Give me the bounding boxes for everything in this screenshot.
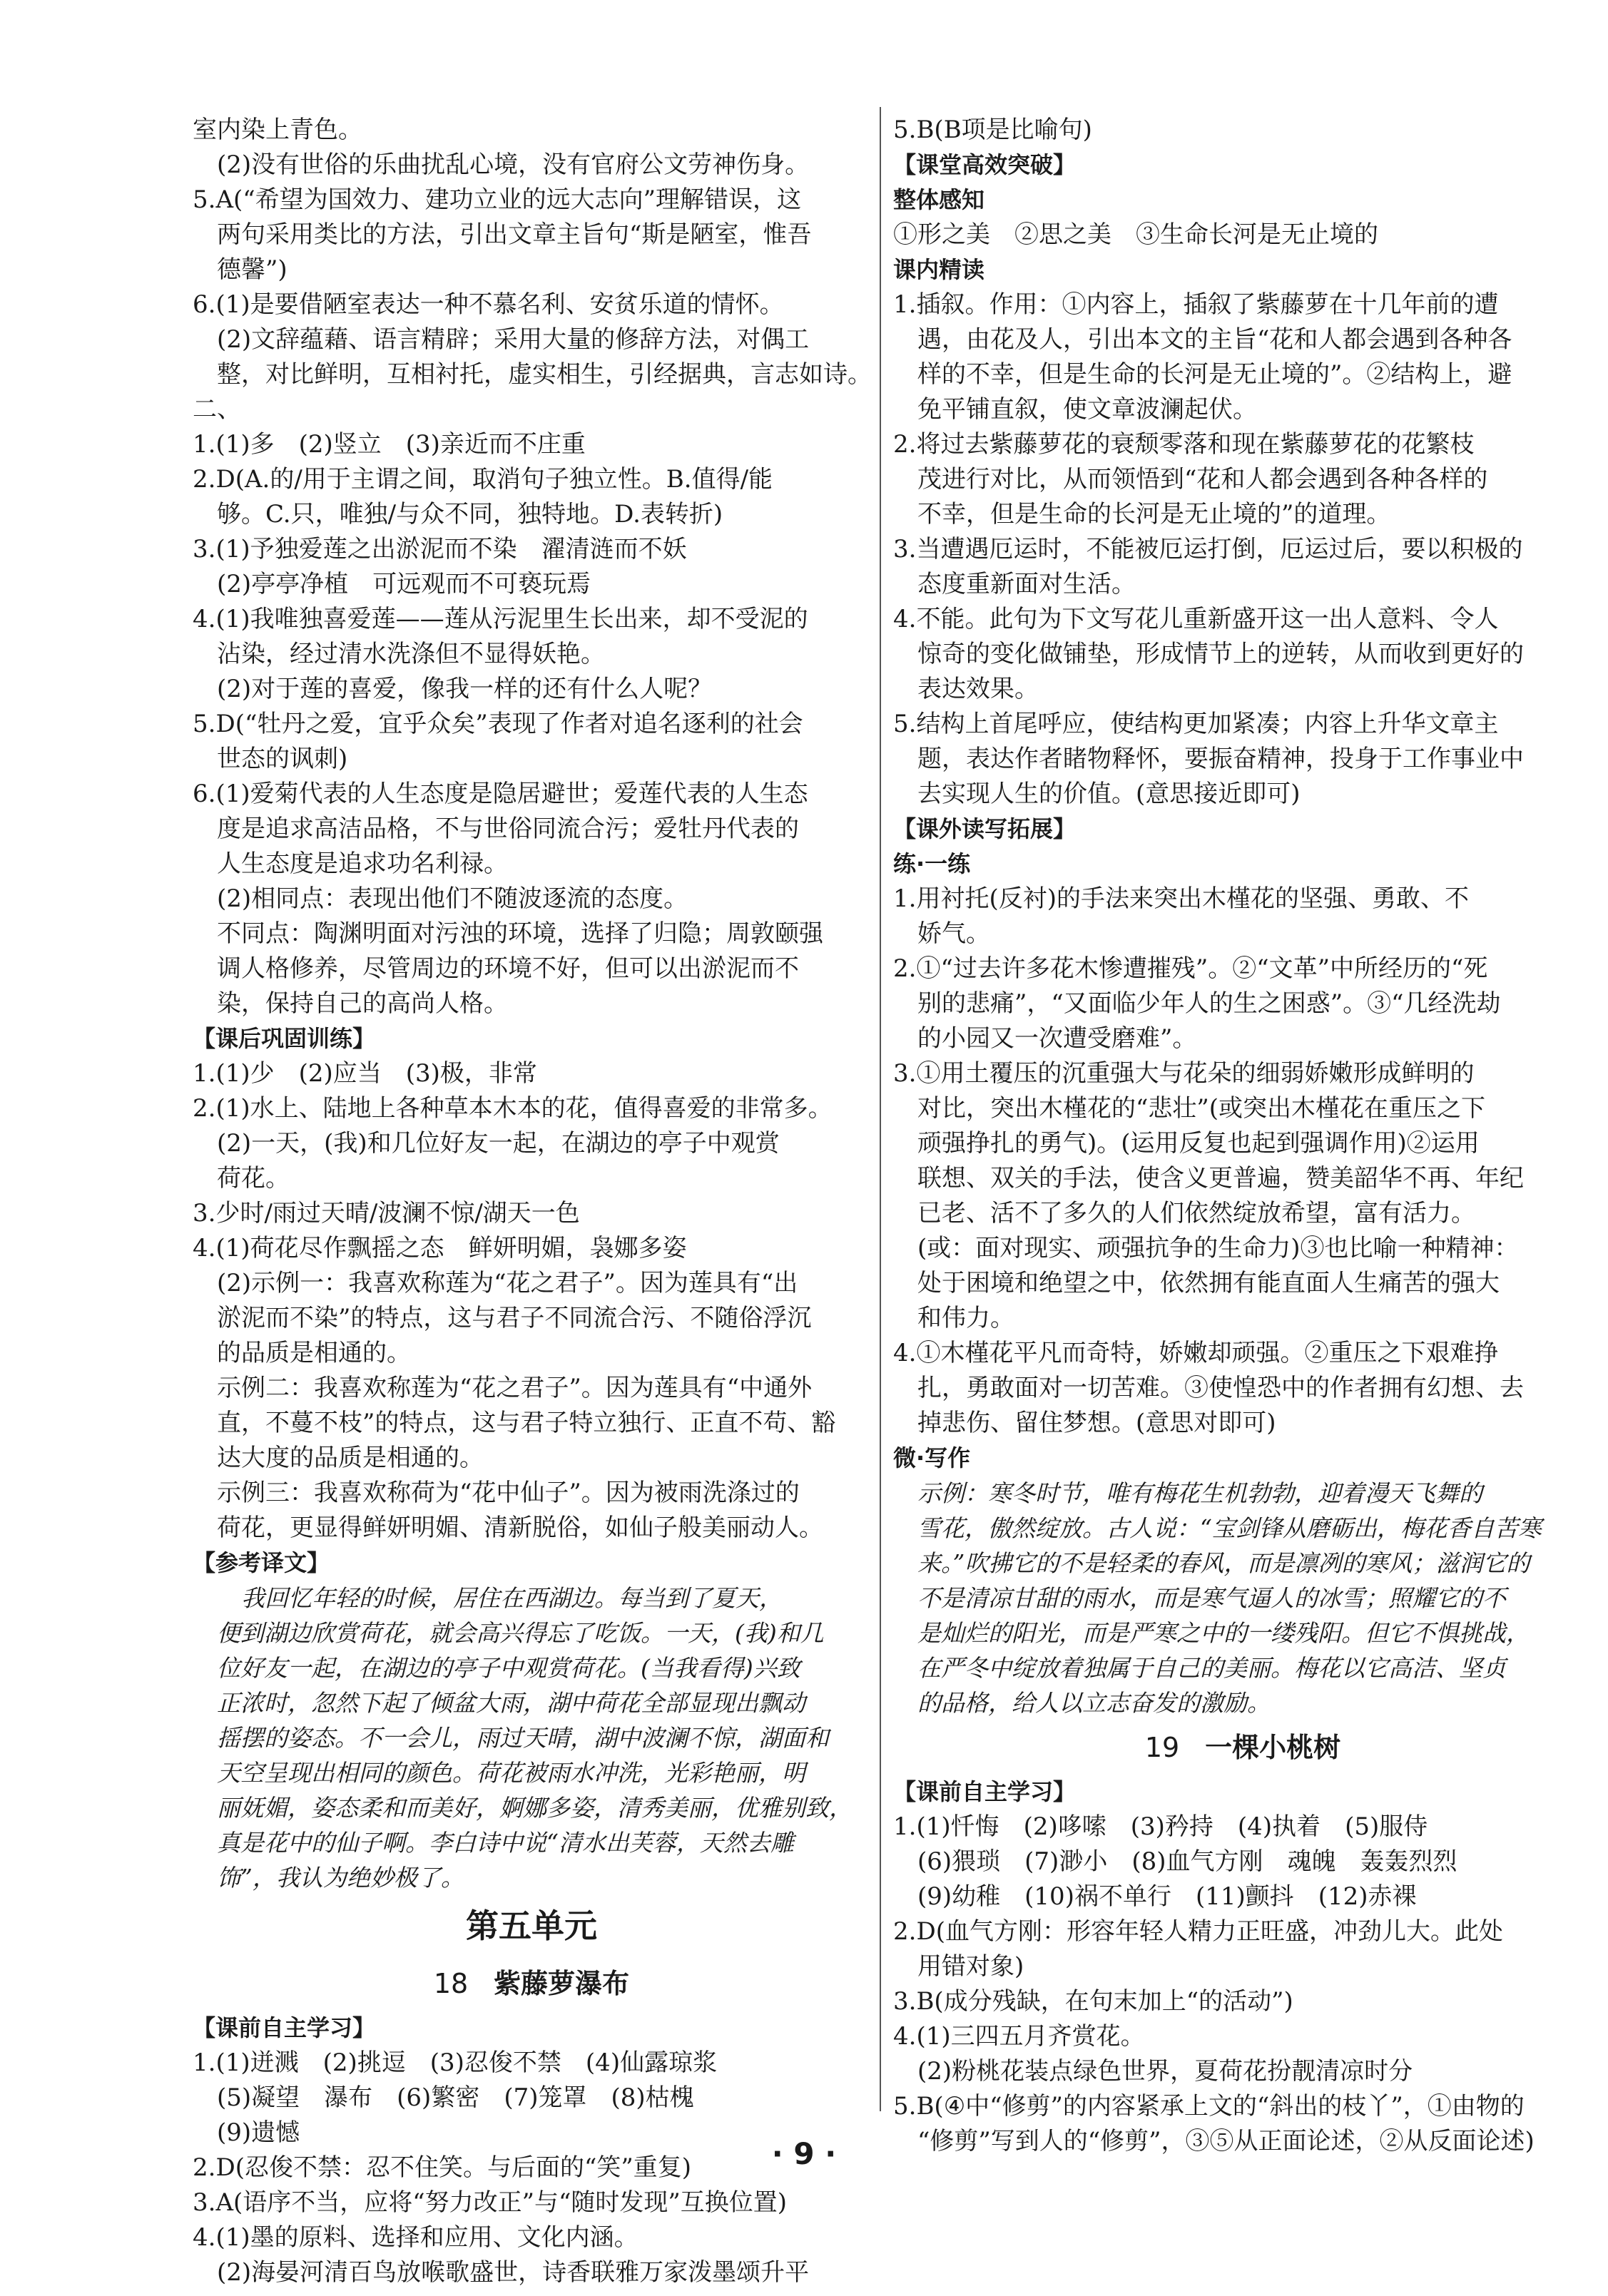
answer-line: 4.(1)三四五月齐赏花。 — [893, 2022, 1145, 2051]
answer-line: 整，对比鲜明，互相衬托，虚实相生，引经据典，言志如诗。 — [217, 360, 872, 389]
answer-line: (5)凝望 瀑布 (6)繁密 (7)笼罩 (8)枯槐 — [217, 2083, 694, 2112]
sub-heading: 整体感知 — [893, 186, 985, 213]
answer-line: 2.①“过去许多花木惨遭摧残”。②“文革”中所经历的“死 — [893, 954, 1488, 983]
answer-line: 态度重新面对生活。 — [917, 570, 1136, 598]
answer-line: (2)文辞蕴藉、语言精辟；采用大量的修辞方法，对偶工 — [217, 325, 810, 354]
answer-line: (2)粉桃花装点绿色世界，夏荷花扮靓清凉时分 — [917, 2057, 1413, 2086]
answer-line: 3.B(成分残缺，在句末加上“的活动”) — [893, 1987, 1293, 2016]
answer-line: 雪花，傲然绽放。古人说：“宝剑锋从磨砺出，梅花香自苦寒 — [917, 1514, 1542, 1542]
answer-line: 别的悲痛”，“又面临少年人的生之困惑”。③“几经洗劫 — [917, 989, 1501, 1018]
section-heading: 【课前自主学习】 — [193, 2014, 376, 2041]
answer-line: ①形之美 ②思之美 ③生命长河是无止境的 — [893, 220, 1378, 249]
answer-line: 6.(1)是要借陋室表达一种不慕名利、安贫乐道的情怀。 — [193, 290, 784, 319]
answer-line: 示例二：我喜欢称莲为“花之君子”。因为莲具有“中通外 — [217, 1374, 813, 1402]
answer-line: 扎，勇敢面对一切苦难。③使惶恐中的作者拥有幻想、去 — [917, 1374, 1524, 1402]
answer-line: 直，不蔓不枝”的特点，这与君子特立独行、正直不苟、豁 — [217, 1409, 836, 1437]
answer-line: 沾染，经过清水洗涤但不显得妖艳。 — [217, 640, 605, 668]
answer-line: (2)海晏河清百鸟放喉歌盛世，诗香联雅万家泼墨颂升平 — [217, 2258, 810, 2287]
right-column — [893, 113, 1592, 2159]
answer-line: 饰”，我认为绝妙极了。 — [217, 1864, 464, 1892]
answer-line: 1.(1)迸溅 (2)挑逗 (3)忍俊不禁 (4)仙露琼浆 — [193, 2048, 718, 2077]
answer-line: 荷花。 — [217, 1164, 290, 1193]
sub-heading: 微·写作 — [893, 1444, 971, 1471]
answer-line: 两句采用类比的方法，引出文章主旨句“斯是陋室，惟吾 — [217, 220, 812, 249]
section-heading: 【课外读写拓展】 — [893, 815, 1077, 842]
lesson-name: 一棵小桃树 — [1205, 1732, 1341, 1763]
answer-line: 3.当遭遇厄运时，不能被厄运打倒，厄运过后，要以积极的 — [893, 535, 1523, 563]
answer-line: 2.D(忍俊不禁：忍不住笑。与后面的“笑”重复) — [193, 2153, 691, 2182]
answer-line: 茂进行对比，从而领悟到“花和人都会遇到各种各样的 — [917, 465, 1488, 494]
answer-line: 室内染上青色。 — [193, 116, 362, 144]
answer-line: 用错对象) — [917, 1952, 1024, 1981]
answer-line: (2)对于莲的喜爱，像我一样的还有什么人呢？ — [217, 675, 713, 703]
answer-line: 表达效果。 — [917, 675, 1039, 703]
page-number: · 9 · — [771, 2136, 837, 2171]
answer-line: 正浓时，忽然下起了倾盆大雨，湖中荷花全部显现出飘动 — [217, 1689, 805, 1717]
answer-line: 遇，由花及人，引出本文的主旨“花和人都会遇到各种各 — [917, 325, 1512, 354]
unit-title: 第五单元 — [466, 1907, 597, 1945]
answer-line: 样的不幸，但是生命的长河是无止境的”。②结构上，避 — [917, 360, 1512, 389]
answer-line: 够。C.只，唯独/与众不同，独特地。D.表转折) — [217, 500, 723, 529]
answer-line: 5.结构上首尾呼应，使结构更加紧凑；内容上升华文章主 — [893, 710, 1499, 738]
section-heading: 【课堂高效突破】 — [893, 151, 1077, 178]
lesson-name: 紫藤萝瀑布 — [494, 1968, 630, 1999]
answer-line: 已老、活不了多久的人们依然绽放希望，富有活力。 — [917, 1199, 1475, 1228]
answer-line: 惊奇的变化做铺垫，形成情节上的逆转，从而收到更好的 — [917, 640, 1524, 668]
answer-line: 的小园又一次遭受磨难”。 — [917, 1024, 1197, 1053]
answer-line: 5.A(“希望为国效力、建功立业的远大志向”理解错误，这 — [193, 185, 802, 214]
answer-line: 达大度的品质是相通的。 — [217, 1444, 484, 1472]
answer-line: 不同点：陶渊明面对污浊的环境，选择了归隐；周敦颐强 — [217, 919, 823, 948]
answer-line: 4.(1)荷花尽作飘摇之态 鲜妍明媚，袅娜多姿 — [193, 1234, 687, 1262]
answer-line: 1.(1)少 (2)应当 (3)极，非常 — [193, 1059, 537, 1088]
answer-line: 调人格修养，尽管周边的环境不好，但可以出淤泥而不 — [217, 954, 799, 983]
answer-line: 淤泥而不染”的特点，这与君子不同流合污、不随俗浮沉 — [217, 1304, 812, 1332]
answer-line: 4.(1)墨的原料、选择和应用、文化内涵。 — [193, 2223, 638, 2252]
answer-line: 2.将过去紫藤萝花的衰颓零落和现在紫藤萝花的花繁枝 — [893, 430, 1475, 459]
answer-line: (2)亭亭净植 可远观而不可亵玩焉 — [217, 570, 591, 598]
lesson-number: 19 — [1144, 1732, 1180, 1763]
answer-line: 掉悲伤、留住梦想。(意思对即可) — [917, 1409, 1276, 1437]
answer-line: (2)一天，(我)和几位好友一起，在湖边的亭子中观赏 — [217, 1129, 780, 1158]
answer-line: 3.少时/雨过天晴/波澜不惊/湖天一色 — [193, 1199, 580, 1228]
answer-line: (2)没有世俗的乐曲扰乱心境，没有官府公文劳神伤身。 — [217, 150, 810, 179]
answer-line: (6)猥琐 (7)渺小 (8)血气方刚 魂魄 轰轰烈烈 — [917, 1847, 1457, 1876]
answer-line: 4.①木槿花平凡而奇特，娇嫩却顽强。②重压之下艰难挣 — [893, 1339, 1499, 1367]
column-divider — [880, 107, 881, 2111]
answer-line: 免平铺直叙，使文章波澜起伏。 — [917, 395, 1257, 424]
answer-line: 4.不能。此句为下文写花儿重新盛开这一出人意料、令人 — [893, 605, 1499, 633]
answer-line: 5.D(“牡丹之爱，宜乎众矣”表现了作者对追名逐利的社会 — [193, 710, 803, 738]
answer-line: 位好友一起，在湖边的亭子中观赏荷花。(当我看得)兴致 — [217, 1654, 800, 1682]
answer-line: 便到湖边欣赏荷花，就会高兴得忘了吃饭。一天，(我)和几 — [217, 1619, 824, 1647]
answer-line: 6.(1)爱菊代表的人生态度是隐居避世；爱莲代表的人生态 — [193, 780, 808, 808]
answer-line: 5.B(B项是比喻句) — [893, 116, 1092, 144]
answer-line: 3.①用土覆压的沉重强大与花朵的细弱娇嫩形成鲜明的 — [893, 1059, 1475, 1088]
answer-line: 是灿烂的阳光，而是严寒之中的一缕残阳。但它不惧挑战， — [917, 1619, 1530, 1647]
answer-line: 题，表达作者睹物释怀，要振奋精神，投身于工作事业中 — [917, 745, 1524, 773]
answer-line: 去实现人生的价值。(意思接近即可) — [917, 780, 1301, 808]
answer-line: 2.(1)水上、陆地上各种草本木本的花，值得喜爱的非常多。 — [193, 1094, 833, 1123]
answer-line: 丽妩媚，姿态柔和而美好，婀娜多姿，清秀美丽，优雅别致， — [217, 1794, 853, 1822]
answer-line: 3.(1)予独爱莲之出淤泥而不染 濯清涟而不妖 — [193, 535, 687, 563]
sub-heading: 练·一练 — [893, 850, 971, 877]
answer-line: 不是清凉甘甜的雨水，而是寒气逼人的冰雪；照耀它的不 — [917, 1584, 1506, 1612]
answer-line: (9)幼稚 (10)祸不单行 (11)颤抖 (12)赤裸 — [917, 1882, 1417, 1911]
answer-line: 二、 — [193, 395, 241, 424]
sub-heading: 课内精读 — [893, 256, 985, 283]
answer-line: 5.B(④中“修剪”的内容紧承上文的“斜出的枝丫”，①由物的 — [893, 2092, 1525, 2121]
answer-line: 4.(1)我唯独喜爱莲——莲从污泥里生长出来，却不受泥的 — [193, 605, 808, 633]
answer-line: 1.插叙。作用：①内容上，插叙了紫藤萝在十几年前的遭 — [893, 290, 1499, 319]
answer-line: 2.D(血气方刚：形容年轻人精力正旺盛，冲劲儿大。此处 — [893, 1917, 1503, 1946]
answer-line: 1.(1)多 (2)竖立 (3)亲近而不庄重 — [193, 430, 586, 459]
answer-line: 染，保持自己的高尚人格。 — [217, 989, 508, 1018]
answer-line: 示例：寒冬时节，唯有梅花生机勃勃，迎着漫天飞舞的 — [917, 1479, 1482, 1507]
answer-line: 度是追求高洁品格，不与世俗同流合污；爱牡丹代表的 — [217, 815, 799, 843]
section-heading: 【参考译文】 — [193, 1549, 330, 1576]
answer-line: 人生态度是追求功名利禄。 — [217, 849, 508, 878]
answer-line: 我回忆年轻的时候，居住在西湖边。每当到了夏天， — [241, 1584, 783, 1612]
answer-line: 1.(1)忏悔 (2)哆嗦 (3)矜持 (4)执着 (5)服侍 — [893, 1812, 1428, 1841]
answer-line: 不幸，但是生命的长河是无止境的”的道理。 — [917, 500, 1391, 529]
lesson-title — [893, 1720, 1592, 1775]
answer-line: 示例三：我喜欢称荷为“花中仙子”。因为被雨洗涤过的 — [217, 1479, 800, 1507]
section-heading: 【课后巩固训练】 — [193, 1025, 376, 1052]
answer-line: 德馨”) — [217, 255, 287, 284]
answer-line: 的品质是相通的。 — [217, 1339, 411, 1367]
answer-line: 世态的讽刺) — [217, 745, 348, 773]
answer-line: (2)相同点：表现出他们不随波逐流的态度。 — [217, 884, 688, 913]
answer-line: 联想、双关的手法，使含义更普遍，赞美韶华不再、年纪 — [917, 1164, 1524, 1193]
answer-line: 娇气。 — [917, 919, 990, 948]
answer-line: 摇摆的姿态。不一会儿，雨过天晴，湖中波澜不惊，湖面和 — [217, 1724, 829, 1752]
lesson-number: 18 — [433, 1968, 469, 1999]
answer-line: 天空呈现出相同的颜色。荷花被雨水冲洗，光彩艳丽，明 — [217, 1759, 805, 1787]
lesson-title — [193, 1956, 870, 2011]
answer-line: 荷花，更显得鲜妍明媚、清新脱俗，如仙子般美丽动人。 — [217, 1514, 823, 1542]
answer-line: (2)示例一：我喜欢称莲为“花之君子”。因为莲具有“出 — [217, 1269, 798, 1297]
answer-line: 对比，突出木槿花的“悲壮”(或突出木槿花在重压之下 — [917, 1094, 1486, 1123]
answer-line: 1.用衬托(反衬)的手法来突出木槿花的坚强、勇敢、不 — [893, 884, 1469, 913]
answer-line: 来。”吹拂它的不是轻柔的春风，而是凛冽的寒风；滋润它的 — [917, 1549, 1530, 1577]
answer-line: 2.D(A.的/用于主谓之间，取消句子独立性。B.值得/能 — [193, 465, 773, 494]
answer-line: 在严冬中绽放着独属于自己的美丽。梅花以它高洁、坚贞 — [917, 1654, 1506, 1682]
answer-line: 顽强挣扎的勇气)。(运用反复也起到强调作用)②运用 — [917, 1129, 1480, 1158]
answer-line: 的品格，给人以立志奋发的激励。 — [917, 1689, 1271, 1717]
answer-line: “修剪”写到人的“修剪”，③⑤从正面论述，②从反面论述) — [917, 2127, 1535, 2155]
section-heading: 【课前自主学习】 — [893, 1778, 1077, 1805]
answer-line: 和伟力。 — [917, 1304, 1014, 1332]
answer-line: 真是花中的仙子啊。李白诗中说“清水出芙蓉，天然去雕 — [217, 1829, 794, 1857]
answer-line: 处于困境和绝望之中，依然拥有能直面人生痛苦的强大 — [917, 1269, 1500, 1297]
answer-line: 3.A(语序不当，应将“努力改正”与“随时发现”互换位置) — [193, 2188, 788, 2217]
left-column — [193, 113, 870, 2290]
answer-line: (或：面对现实、顽强抗争的生命力)③也比喻一种精神： — [917, 1234, 1519, 1262]
answer-line: (9)遗憾 — [217, 2118, 300, 2147]
